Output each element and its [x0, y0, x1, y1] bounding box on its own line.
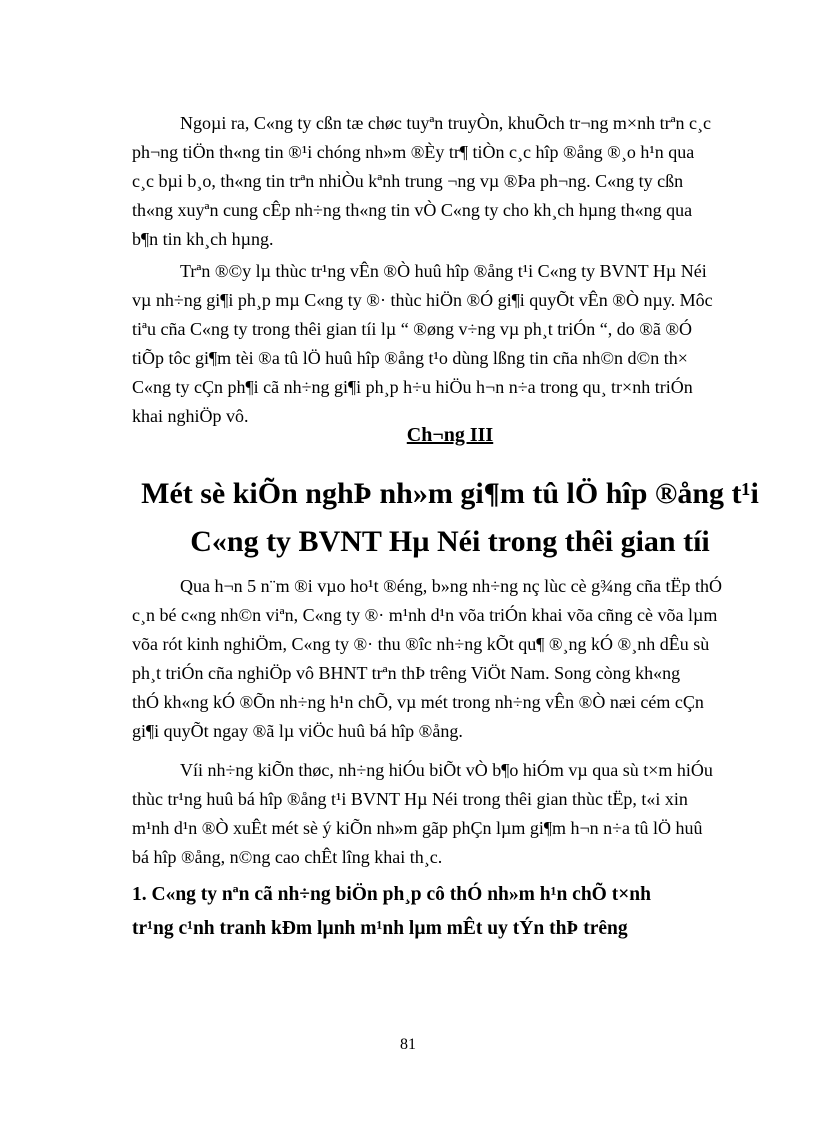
section-heading-line: 1. C«ng ty nªn cã nh÷ng biÖn ph¸p cô thÓ nh»m h¹n chÕ t×nh [132, 884, 651, 905]
text-line: võa rót kinh nghiÖm, C«ng ty ®· thu ®îc nh÷ng kÕt qu¶ ®¸ng kÓ ®¸nh dÊu sù [132, 634, 710, 654]
text-line: bá hîp ®ång, n©ng cao chÊt lîng khai th¸c. [132, 847, 443, 867]
text-line: vµ nh÷ng gi¶i ph¸p mµ C«ng ty ®· thùc hiÖn ®Ó gi¶i quyÕt vÊn ®Ò nµy. Môc [132, 290, 713, 310]
text-line: c¸c bµi b¸o, th«ng tin trªn nhiÒu kªnh trung ¬ng vµ ®Þa ph¬ng. C«ng ty cßn [132, 171, 684, 191]
text-line: Víi nh÷ng kiÕn thøc, nh÷ng hiÓu biÕt vÒ b¶o hiÓm vµ qua sù t×m hiÓu [180, 760, 713, 780]
chapter-title-line: C«ng ty BVNT Hµ Néi trong thêi gian tíi [190, 525, 710, 558]
text-line: C«ng ty cÇn ph¶i cã nh÷ng gi¶i ph¸p h÷u hiÖu h¬n n÷a trong qu¸ tr×nh triÓn [132, 377, 693, 397]
text-line: ph¬ng tiÖn th«ng tin ®¹i chóng nh»m ®Èy tr¶ tiÒn c¸c hîp ®ång ®¸o h¹n qua [132, 142, 695, 162]
text-line: tiÕp tôc gi¶m tèi ®a tû lÖ huû hîp ®ång t¹o dùng lßng tin cña nh©n d©n th× [132, 348, 688, 368]
text-line: Qua h¬n 5 n¨m ®i vµo ho¹t ®éng, b»ng nh÷ng nç lùc cè g¾ng cña tËp thÓ [180, 576, 723, 596]
paragraph-promotion [132, 109, 768, 254]
paragraph-intro [132, 572, 768, 746]
section-heading-line: tr¹ng c¹nh tranh kÐm lµnh m¹nh lµm mÊt uy tÝn thÞ trêng [132, 918, 628, 939]
chapter-label: Ch¬ng III [406, 424, 494, 446]
text-line: ph¸t triÓn cña nghiÖp vô BHNT trªn thÞ trêng ViÖt Nam. Song còng kh«ng [132, 663, 681, 683]
text-line: c¸n bé c«ng nh©n viªn, C«ng ty ®· m¹nh d¹n võa triÓn khai võa cñng cè võa lµm [132, 605, 718, 625]
section-heading [132, 878, 772, 946]
text-line: m¹nh d¹n ®Ò xuÊt mét sè ý kiÕn nh»m gãp phÇn lµm gi¶m h¬n n÷a tû lÖ huû [132, 818, 703, 838]
chapter-title-line: Mét sè kiÕn nghÞ nh»m gi¶m tû lÖ hîp ®ång t¹i [141, 477, 759, 510]
text-line: gi¶i quyÕt ngay ®ã lµ viÖc huû bá hîp ®ång. [132, 721, 463, 741]
text-line: Trªn ®©y lµ thùc tr¹ng vÊn ®Ò huû hîp ®ång t¹i C«ng ty BVNT Hµ Néi [180, 261, 707, 281]
text-line: tiªu cña C«ng ty trong thêi gian tíi lµ “ ®øng v÷ng vµ ph¸t triÓn “, do ®ã ®Ó [132, 319, 693, 339]
text-line: th«ng xuyªn cung cÊp nh÷ng th«ng tin vÒ C«ng ty cho kh¸ch hµng th«ng qua [132, 200, 693, 220]
text-line: khai nghiÖp vô. [132, 406, 249, 426]
paragraph-summary [132, 257, 768, 431]
page-number: 81 [400, 1036, 416, 1053]
chapter-title [120, 470, 780, 566]
text-line: Ngoµi ra, C«ng ty cßn tæ chøc tuyªn truyÒn, khuÕch tr¬ng m×nh trªn c¸c [180, 113, 712, 133]
paragraph-proposal [132, 756, 768, 872]
text-line: thùc tr¹ng huû bá hîp ®ång t¹i BVNT Hµ Néi trong thêi gian thùc tËp, t«i xin [132, 789, 688, 809]
text-line: thÓ kh«ng kÓ ®Õn nh÷ng h¹n chÕ, vµ mét trong nh÷ng vÊn ®Ò næi cém cÇn [132, 692, 704, 712]
text-line: b¶n tin kh¸ch hµng. [132, 229, 274, 249]
